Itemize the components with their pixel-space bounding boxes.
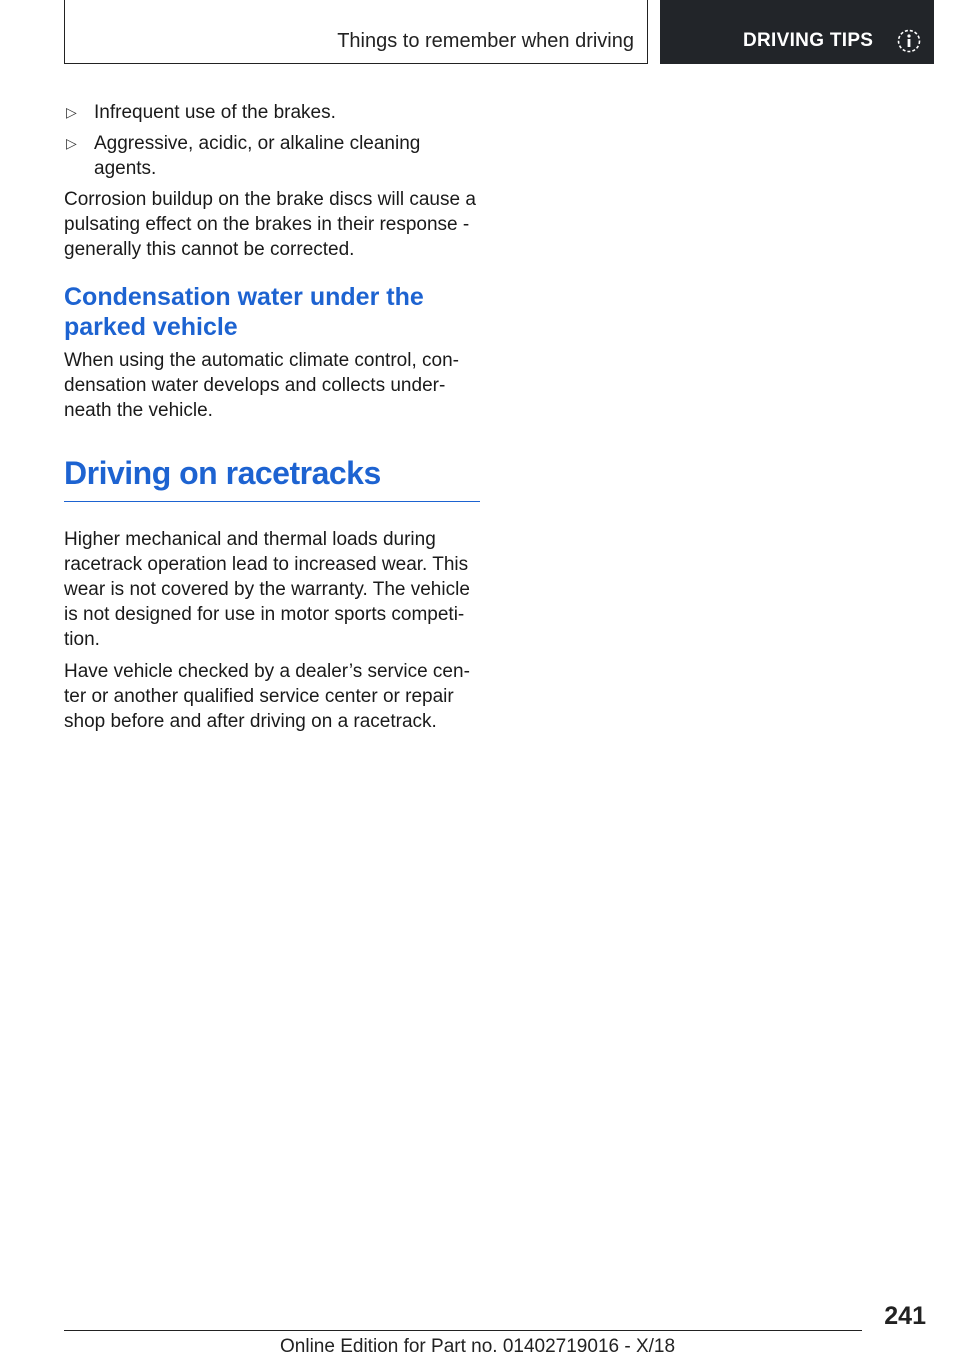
page-number: 241: [884, 1302, 926, 1330]
racetracks-paragraph-2: Have vehicle checked by a dealer’s service center or another qualified service center or repair shop before and after driving on a racetrack.: [64, 661, 470, 732]
list-item: [64, 131, 480, 181]
chapter-title: DRIVING TIPS: [743, 30, 874, 51]
list-item-text: Infrequent use of the brakes.: [94, 102, 336, 123]
chapter-tab: [660, 0, 934, 64]
section-title: Things to remember when driving: [337, 30, 634, 52]
page-header: [64, 0, 934, 64]
section-tab: [64, 0, 648, 64]
condensation-heading: Condensation water under the parked vehicle: [64, 283, 424, 341]
page-content: [64, 100, 480, 741]
info-icon: [897, 29, 921, 53]
list-item-text: Aggressive, acidic, or alkaline cleaning agents.: [94, 133, 421, 179]
triangle-bullet-icon: ▷: [66, 135, 77, 151]
edition-footer: Online Edition for Part no. 01402719016 - X/18: [280, 1336, 676, 1357]
condensation-paragraph: When using the automatic climate control, condensation water develops and collects underneath the vehicle.: [64, 350, 459, 421]
racetracks-heading: Driving on racetracks: [64, 453, 480, 502]
triangle-bullet-icon: ▷: [66, 104, 77, 120]
corrosion-paragraph: Corrosion buildup on the brake discs will cause a pulsating effect on the brakes in their response - generally this cannot be corrected.: [64, 189, 476, 260]
racetracks-paragraph-1: Higher mechanical and thermal loads during racetrack operation lead to increased wear. This wear is not covered by the warranty. The vehicle is not designed for use in motor sports competition.: [64, 529, 470, 650]
list-item: [64, 100, 480, 125]
footer-divider: [64, 1330, 862, 1331]
